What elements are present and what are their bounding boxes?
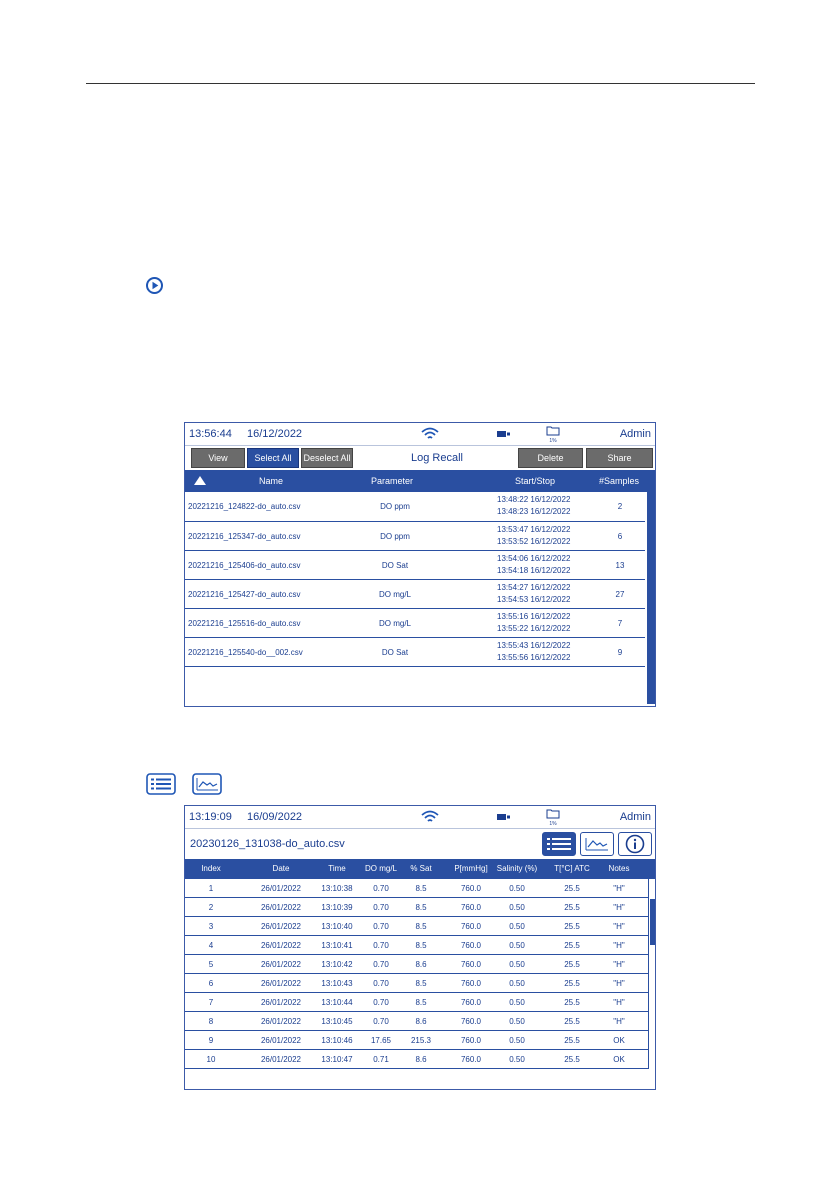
column-header: Time [328, 864, 346, 873]
table-cell: OK [613, 1036, 625, 1045]
table-cell: "H" [613, 941, 625, 950]
battery-icon [497, 431, 511, 437]
toolbar [185, 445, 655, 470]
data-rows [185, 879, 655, 1069]
table-cell: 17.65 [370, 1036, 392, 1045]
log-row[interactable] [185, 551, 645, 580]
table-cell: 13:10:45 [321, 1017, 353, 1026]
column-header: % Sat [410, 864, 432, 873]
log-samples: 9 [617, 648, 623, 657]
table-row[interactable] [185, 1031, 649, 1050]
log-parameter: DO ppm [380, 502, 410, 511]
table-cell: OK [613, 1055, 625, 1064]
table-cell: 8 [208, 1017, 214, 1026]
storage-indicator[interactable] [546, 808, 560, 827]
table-cell: 760.0 [460, 998, 482, 1007]
data-table [185, 879, 655, 1069]
table-cell: 0.71 [373, 1055, 389, 1064]
table-cell: 8.5 [415, 998, 427, 1007]
table-cell: 1 [208, 884, 214, 893]
log-row[interactable] [185, 638, 645, 667]
status-date: 16/09/2022 [247, 811, 303, 823]
log-file-name: 20221216_125427-do_auto.csv [188, 590, 301, 599]
log-row[interactable] [185, 522, 645, 551]
table-cell: 760.0 [460, 1036, 482, 1045]
table-cell: 0.70 [373, 998, 389, 1007]
table-row[interactable] [185, 879, 649, 898]
deselect-all-button[interactable]: Deselect All [301, 448, 353, 468]
table-cell: 26/01/2022 [260, 1055, 302, 1064]
table-cell: 8.5 [415, 979, 427, 988]
table-cell: "H" [613, 884, 625, 893]
table-cell: 25.5 [564, 941, 580, 950]
table-cell: 25.5 [564, 922, 580, 931]
folder-icon [546, 808, 560, 819]
log-row[interactable] [185, 580, 645, 609]
table-cell: 13:10:46 [321, 1036, 353, 1045]
log-rows [185, 492, 655, 667]
log-start: 13:55:43 16/12/2022 [497, 641, 571, 650]
table-cell: 0.70 [373, 903, 389, 912]
table-cell: 13:10:47 [321, 1055, 353, 1064]
table-cell: 4 [208, 941, 214, 950]
log-samples: 2 [617, 502, 623, 511]
list-view-icon [546, 836, 572, 852]
column-header: Salinity (%) [496, 864, 538, 873]
status-bar [185, 806, 655, 828]
table-cell: "H" [613, 922, 625, 931]
table-cell: 0.70 [373, 941, 389, 950]
table-header [185, 470, 655, 492]
graph-view-icon [192, 773, 222, 795]
log-parameter: DO mg/L [378, 619, 411, 628]
column-samples[interactable]: #Samples [599, 476, 640, 486]
select-all-button[interactable]: Select All [247, 448, 299, 468]
table-cell: 13:10:44 [321, 998, 353, 1007]
table-cell: 0.70 [373, 1017, 389, 1026]
table-cell: 25.5 [564, 998, 580, 1007]
column-header: Notes [608, 864, 630, 873]
log-parameter: DO Sat [381, 648, 409, 657]
log-file-name: 20221216_125540-do__002.csv [188, 648, 303, 657]
table-cell: 760.0 [460, 979, 482, 988]
table-cell: "H" [613, 979, 625, 988]
log-start: 13:54:06 16/12/2022 [497, 554, 571, 563]
table-cell: 25.5 [564, 884, 580, 893]
log-stop: 13:55:22 16/12/2022 [497, 624, 571, 633]
table-cell: 13:10:39 [321, 903, 353, 912]
table-cell: 26/01/2022 [260, 903, 302, 912]
data-table-header [185, 859, 655, 879]
table-cell: 0.50 [509, 903, 525, 912]
table-cell: 0.50 [509, 1055, 525, 1064]
table-row[interactable] [185, 1050, 649, 1069]
column-header: Date [272, 864, 290, 873]
table-cell: 25.5 [564, 1036, 580, 1045]
table-row[interactable] [185, 955, 649, 974]
log-samples: 7 [617, 619, 623, 628]
table-cell: 0.50 [509, 979, 525, 988]
log-parameter: DO mg/L [378, 590, 411, 599]
table-cell: 13:10:41 [321, 941, 353, 950]
table-cell: 0.70 [373, 960, 389, 969]
table-cell: 760.0 [460, 1017, 482, 1026]
table-cell: 26/01/2022 [260, 884, 302, 893]
table-cell: 760.0 [460, 960, 482, 969]
delete-button[interactable]: Delete [518, 448, 583, 468]
wifi-icon [421, 427, 439, 441]
wifi-icon [421, 810, 439, 824]
log-parameter: DO ppm [380, 532, 410, 541]
log-start: 13:54:27 16/12/2022 [497, 583, 571, 592]
log-file-name: 20221216_125516-do_auto.csv [188, 619, 301, 628]
scrollbar[interactable] [650, 899, 655, 945]
status-time: 13:56:44 [189, 428, 232, 440]
table-cell: 0.50 [509, 884, 525, 893]
table-cell: "H" [613, 998, 625, 1007]
log-stop: 13:53:52 16/12/2022 [497, 537, 571, 546]
log-samples: 13 [615, 561, 625, 570]
table-row[interactable] [185, 917, 649, 936]
table-cell: 13:10:43 [321, 979, 353, 988]
log-file-name: 20221216_124822-do_auto.csv [188, 502, 301, 511]
table-cell: 8.5 [415, 884, 427, 893]
table-row[interactable] [185, 1012, 649, 1031]
table-cell: 13:10:42 [321, 960, 353, 969]
log-samples: 27 [615, 590, 625, 599]
sort-up-icon[interactable] [193, 475, 207, 486]
table-cell: 0.50 [509, 1017, 525, 1026]
table-cell: 0.50 [509, 960, 525, 969]
file-name: 20230126_131038-do_auto.csv [190, 838, 345, 850]
table-cell: 9 [208, 1036, 214, 1045]
table-cell: 760.0 [460, 941, 482, 950]
table-cell: 8.6 [415, 1055, 427, 1064]
table-cell: 760.0 [460, 1055, 482, 1064]
table-cell: 25.5 [564, 960, 580, 969]
table-cell: "H" [613, 1017, 625, 1026]
table-cell: 0.50 [509, 922, 525, 931]
log-samples: 6 [617, 532, 623, 541]
battery-icon [497, 814, 511, 820]
storage-percent: 1% [549, 821, 557, 827]
status-user: Admin [619, 811, 651, 823]
log-data-screen [184, 805, 656, 1090]
graph-view-button[interactable] [580, 832, 614, 856]
table-row[interactable] [185, 898, 649, 917]
table-cell: 0.50 [509, 941, 525, 950]
table-cell: 26/01/2022 [260, 998, 302, 1007]
table-cell: 215.3 [410, 1036, 432, 1045]
log-list [185, 492, 655, 667]
table-cell: "H" [613, 903, 625, 912]
log-stop: 13:54:53 16/12/2022 [497, 595, 571, 604]
log-row[interactable] [185, 609, 645, 638]
table-cell: 26/01/2022 [260, 960, 302, 969]
table-cell: 8.6 [415, 1017, 427, 1026]
play-circle-icon [146, 277, 163, 294]
log-stop: 13:55:56 16/12/2022 [497, 653, 571, 662]
table-cell: 25.5 [564, 903, 580, 912]
log-stop: 13:48:23 16/12/2022 [497, 507, 571, 516]
table-row[interactable] [185, 936, 649, 955]
log-row[interactable] [185, 492, 645, 522]
table-cell: 3 [208, 922, 214, 931]
table-cell: 13:10:40 [321, 922, 353, 931]
table-row[interactable] [185, 993, 649, 1012]
list-view-icon [146, 773, 176, 795]
storage-indicator[interactable] [546, 425, 560, 444]
storage-percent: 1% [549, 438, 557, 444]
table-cell: "H" [613, 960, 625, 969]
table-cell: 760.0 [460, 884, 482, 893]
log-file-name: 20221216_125406-do_auto.csv [188, 561, 301, 570]
table-cell: 26/01/2022 [260, 922, 302, 931]
table-cell: 7 [208, 998, 214, 1007]
log-recall-screen [184, 422, 656, 707]
table-cell: 6 [208, 979, 214, 988]
table-cell: 13:10:38 [321, 884, 353, 893]
list-view-button[interactable] [542, 832, 576, 856]
log-start: 13:48:22 16/12/2022 [497, 495, 571, 504]
view-button[interactable]: View [191, 448, 245, 468]
column-header: DO mg/L [364, 864, 397, 873]
table-cell: 26/01/2022 [260, 979, 302, 988]
header-rule [86, 83, 755, 84]
table-cell: 26/01/2022 [260, 941, 302, 950]
log-start: 13:55:16 16/12/2022 [497, 612, 571, 621]
table-cell: 26/01/2022 [260, 1017, 302, 1026]
table-cell: 0.70 [373, 922, 389, 931]
table-cell: 0.50 [509, 998, 525, 1007]
folder-icon [546, 425, 560, 436]
table-cell: 10 [206, 1055, 216, 1064]
table-cell: 25.5 [564, 979, 580, 988]
table-cell: 8.5 [415, 903, 427, 912]
status-user: Admin [619, 428, 651, 440]
page-title: Log Recall [411, 452, 463, 464]
table-cell: 0.50 [509, 1036, 525, 1045]
status-date: 16/12/2022 [247, 428, 303, 440]
table-cell: 8.6 [415, 960, 427, 969]
file-header [185, 828, 655, 859]
info-button[interactable] [618, 832, 652, 856]
table-cell: 25.5 [564, 1017, 580, 1026]
table-cell: 760.0 [460, 922, 482, 931]
share-button[interactable]: Share [586, 448, 653, 468]
graph-view-icon [584, 836, 610, 852]
table-cell: 8.5 [415, 922, 427, 931]
column-name[interactable]: Name [259, 476, 284, 486]
table-cell: 0.70 [373, 884, 389, 893]
status-bar [185, 423, 655, 445]
log-start: 13:53:47 16/12/2022 [497, 525, 571, 534]
log-file-name: 20221216_125347-do_auto.csv [188, 532, 301, 541]
log-parameter: DO Sat [381, 561, 409, 570]
table-cell: 2 [208, 903, 214, 912]
scrollbar[interactable] [647, 492, 655, 704]
table-cell: 26/01/2022 [260, 1036, 302, 1045]
table-cell: 8.5 [415, 941, 427, 950]
table-cell: 0.70 [373, 979, 389, 988]
table-cell: 25.5 [564, 1055, 580, 1064]
column-parameter[interactable]: Parameter [371, 476, 414, 486]
table-row[interactable] [185, 974, 649, 993]
column-header: P[mmHg] [454, 864, 488, 873]
column-header: T[°C] ATC [554, 864, 590, 873]
column-start-stop[interactable]: Start/Stop [515, 476, 556, 486]
info-icon [625, 834, 645, 854]
column-header: Index [201, 864, 221, 873]
status-time: 13:19:09 [189, 811, 232, 823]
table-cell: 760.0 [460, 903, 482, 912]
log-stop: 13:54:18 16/12/2022 [497, 566, 571, 575]
table-cell: 5 [208, 960, 214, 969]
